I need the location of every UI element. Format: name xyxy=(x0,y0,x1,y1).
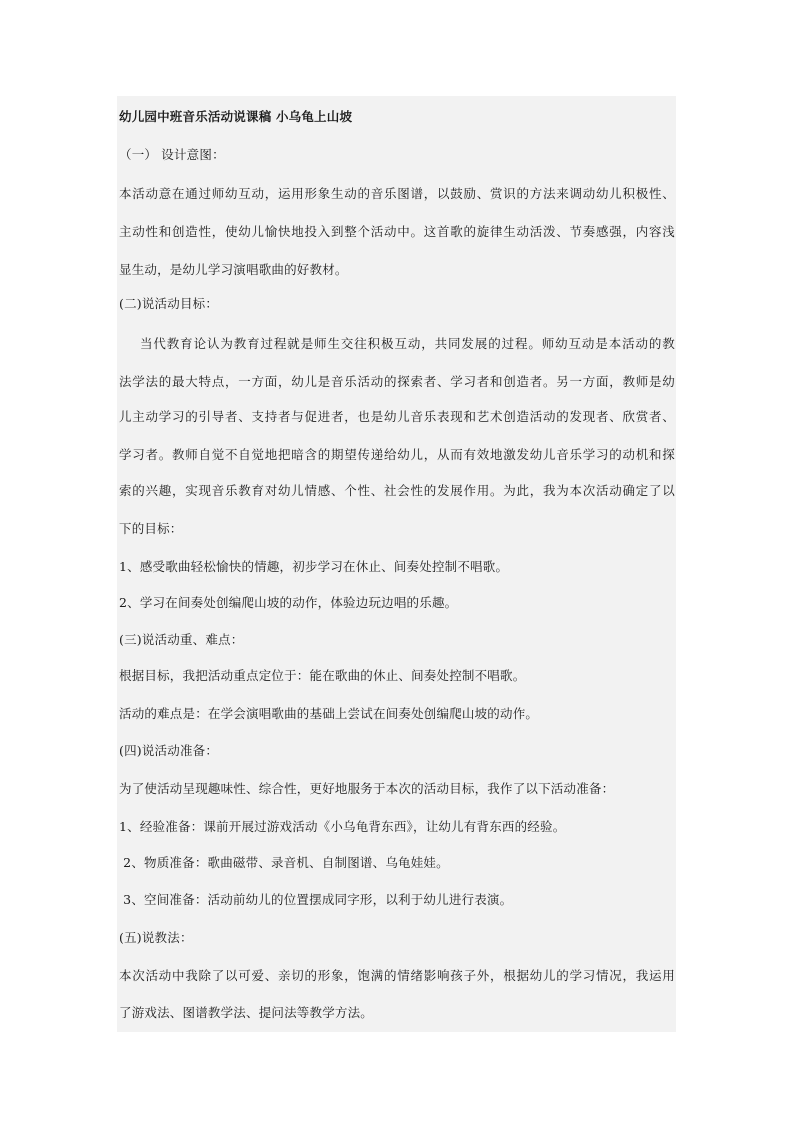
document-title: 幼儿园中班音乐活动说课稿 小乌龟上山坡 xyxy=(119,109,353,124)
list-item: 3、空间准备：活动前幼儿的位置摆成同字形，以利于幼儿进行表演。 xyxy=(119,892,513,907)
paragraph-line: 为了使活动呈现趣味性、综合性，更好地服务于本次的活动目标，我作了以下活动准备： xyxy=(119,781,615,796)
section-heading-teaching-methods: (五)说教法： xyxy=(119,930,193,945)
section-heading-design-intent: （一） 设计意图： xyxy=(119,147,225,162)
list-item: 2、物质准备：歌曲磁带、录音机、自制图谱、乌龟娃娃。 xyxy=(119,855,449,870)
paragraph-line: 本活动意在通过师幼互动，运用形象生动的音乐图谱，以鼓励、赏识的方法来调动幼儿积极性、 xyxy=(119,186,675,201)
list-item: 2、学习在间奏处创编爬山坡的动作，体验边玩边唱的乐趣。 xyxy=(119,595,458,610)
paragraph-line: 根据目标，我把活动重点定位于：能在歌曲的休止、间奏处控制不唱歌。 xyxy=(119,668,526,683)
section-heading-key-points: (三)说活动重、难点： xyxy=(119,632,244,647)
paragraph-line: 儿主动学习的引导者、支持者与促进者，也是幼儿音乐表现和艺术创造活动的发现者、欣赏者、 xyxy=(119,409,675,424)
paragraph-line: 本次活动中我除了以可爱、亲切的形象，饱满的情绪影响孩子外，根据幼儿的学习情况，我运用 xyxy=(119,968,675,983)
section-heading-preparation: (四)说活动准备： xyxy=(119,743,219,758)
list-item: 1、感受歌曲轻松愉快的情趣，初步学习在休止、间奏处控制不唱歌。 xyxy=(119,559,509,574)
paragraph-line: 主动性和创造性，使幼儿愉快地投入到整个活动中。这首歌的旋律生动活泼、节奏感强，内容浅 xyxy=(119,224,675,239)
list-item: 1、经验准备：课前开展过游戏活动《小乌龟背东西》，让幼儿有背东西的经验。 xyxy=(119,819,566,834)
paragraph-line: 下的目标： xyxy=(119,521,183,536)
paragraph-line: 活动的难点是：在学会演唱歌曲的基础上尝试在间奏处创编爬山坡的动作。 xyxy=(119,706,539,721)
paragraph-line: 当代教育论认为教育过程就是师生交往积极互动，共同发展的过程。师幼互动是本活动的教 xyxy=(140,336,675,351)
paragraph-line: 法学法的最大特点，一方面，幼儿是音乐活动的探索者、学习者和创造者。另一方面，教师是幼 xyxy=(119,374,675,389)
paragraph-line: 了游戏法、图谱教学法、提问法等教学方法。 xyxy=(119,1005,374,1020)
paragraph-line: 索的兴趣，实现音乐教育对幼儿情感、个性、社会性的发展作用。为此，我为本次活动确定了以 xyxy=(119,483,675,498)
section-heading-goals: (二)说活动目标： xyxy=(119,296,219,311)
paragraph-line: 显生动，是幼儿学习演唱歌曲的好教材。 xyxy=(119,262,348,277)
paragraph-line: 学习者。教师自觉不自觉地把暗含的期望传递给幼儿，从而有效地激发幼儿音乐学习的动机和探 xyxy=(119,447,675,462)
